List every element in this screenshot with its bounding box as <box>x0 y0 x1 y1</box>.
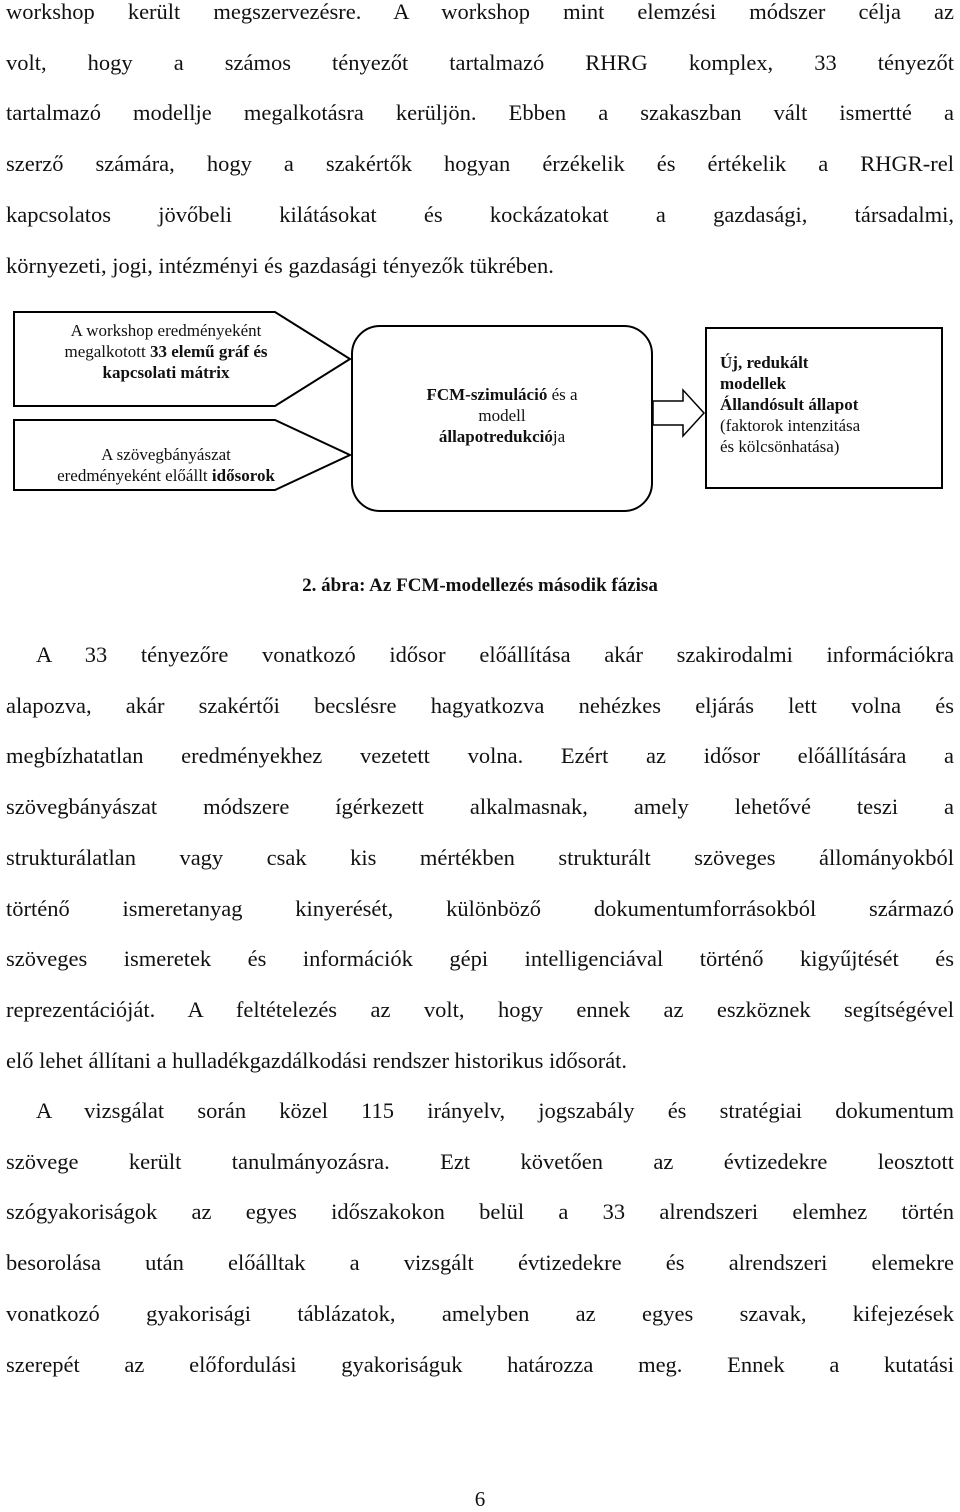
box-text: Új, redukált <box>720 353 809 372</box>
text-line: elő lehet állítani a hulladékgazdálkodási rendszer historikus idősorát. <box>6 1047 628 1073</box>
text-line: A 33 tényezőre vonatkozó idősor előállítása akár szakirodalmi információkra <box>36 642 954 667</box>
body-paragraph <box>6 1086 954 1390</box>
text-line: szöveges ismeretek és információk gépi intelligenciával történő kigyűjtését és <box>6 946 954 972</box>
text-line: szerepét az előfordulási gyakoriságuk határozza meg. Ennek a kutatási <box>6 1351 954 1377</box>
box-text: megalkotott 33 elemű gráf és <box>64 342 268 361</box>
text-line: szövegbányászat módszere ígérkezett alkalmasnak, amely lehetővé teszi a <box>6 794 954 820</box>
box-text: modellek <box>720 374 787 393</box>
box-text: (faktorok intenzitása <box>720 416 861 435</box>
box-text: kapcsolati mátrix <box>102 363 230 382</box>
body-paragraph <box>6 630 954 1086</box>
right-arrow-icon <box>653 390 704 436</box>
text-line: vonatkozó gyakorisági táblázatok, amelyben az egyes szavak, kifejezések <box>6 1300 954 1326</box>
box-text: Állandósult állapot <box>720 395 859 414</box>
text-line: strukturálatlan vagy csak kis mértékben strukturált szöveges állományokból <box>6 844 954 870</box>
page-number: 6 <box>474 1487 486 1511</box>
text-line: szógyakoriságok az egyes időszakokon belül a 33 alrendszeri elemhez történ <box>6 1199 954 1225</box>
text-line: történő ismeretanyag kinyerését, különböző dokumentumforrásokból származó <box>6 895 954 921</box>
box-text: eredményeként előállt idősorok <box>57 466 275 485</box>
box-text: A workshop eredményeként <box>70 321 262 340</box>
text-line: környezeti, jogi, intézményi és gazdasági tényezők tükrében. <box>6 252 554 278</box>
box-text: állapotredukciója <box>438 427 566 446</box>
box-text: FCM-szimuláció és a <box>426 385 578 404</box>
figure-caption: 2. ábra: Az FCM-modellezés második fázisa <box>302 575 658 596</box>
text-line: workshop került megszervezésre. A workshop mint elemzési módszer célja az <box>6 0 954 24</box>
text-line: megbízhatatlan eredményekhez vezetett volna. Ezért az idősor előállítására a <box>6 743 954 769</box>
text-line: tartalmazó modellje megalkotásra kerüljön. Ebben a szakaszban vált ismertté a <box>6 100 954 126</box>
text-line: szövege került tanulmányozásra. Ezt követően az évtizedekre leosztott <box>6 1148 954 1174</box>
box-text: modell <box>478 406 526 425</box>
text-line: A vizsgálat során közel 115 irányelv, jogszabály és stratégiai dokumentum <box>36 1098 954 1123</box>
text-line: besorolása után előálltak a vizsgált évtizedekre és alrendszeri elemekre <box>6 1250 954 1276</box>
input-box-timeseries <box>16 444 316 486</box>
text-line: reprezentációját. A feltételezés az volt, hogy ennek az eszköznek segítségével <box>6 996 954 1022</box>
simulation-box <box>352 384 652 447</box>
text-line: volt, hogy a számos tényezőt tartalmazó RHRG komplex, 33 tényezőt <box>6 49 954 75</box>
text-line: kapcsolatos jövőbeli kilátásokat és kockázatokat a gazdasági, társadalmi, <box>6 201 954 227</box>
input-box-graph <box>16 320 316 383</box>
box-text: és kölcsönhatása) <box>720 437 840 456</box>
result-box <box>720 352 936 457</box>
text-line: szerző számára, hogy a szakértők hogyan érzékelik és értékelik a RHGR-rel <box>6 151 954 177</box>
text-line: alapozva, akár szakértői becslésre hagyatkozva nehézkes eljárás lett volna és <box>6 692 954 718</box>
box-text: A szövegbányászat <box>101 445 231 464</box>
